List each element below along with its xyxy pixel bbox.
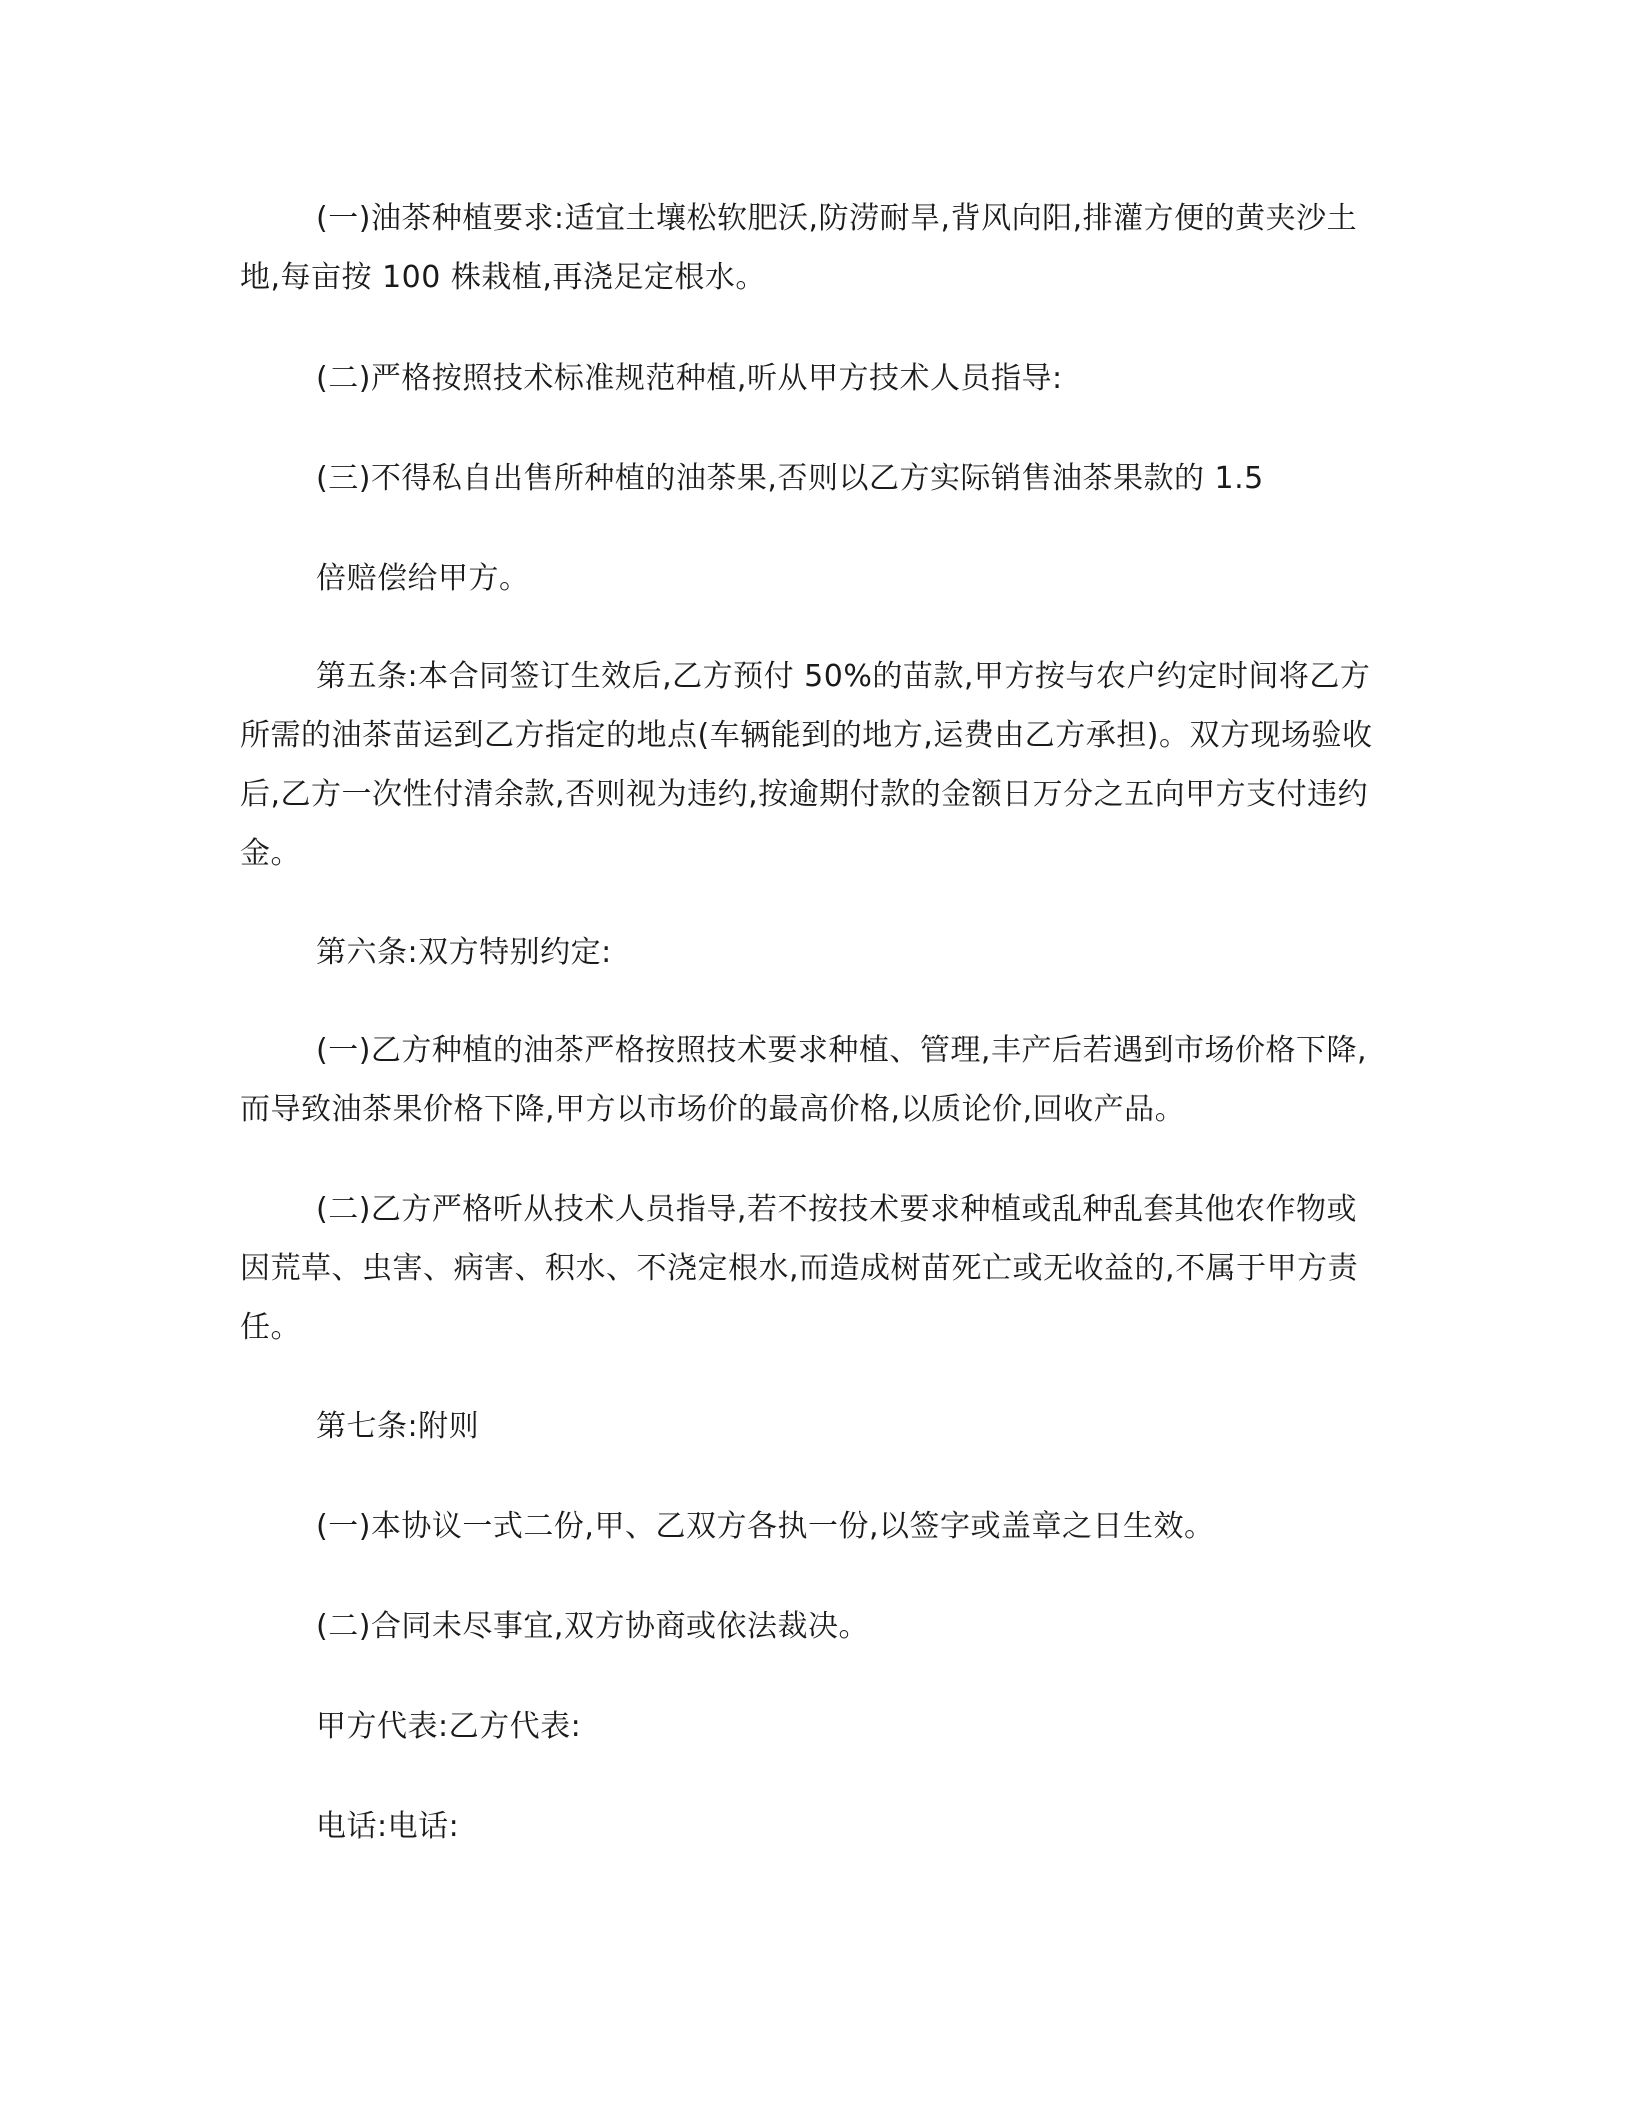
paragraph-planting-requirements: (一)油茶种植要求:适宜土壤松软肥沃,防涝耐旱,背风向阳,排灌方便的黄夹沙土地,每亩按 100 株栽植,再浇足定根水。 <box>240 201 1358 295</box>
paragraph-compensation: 倍赔偿给甲方。 <box>316 561 530 596</box>
paragraph-article-7-item-2: (二)合同未尽事宜,双方协商或依法裁决。 <box>316 1609 869 1644</box>
paragraph-article-6-heading: 第六条:双方特别约定: <box>316 935 612 970</box>
paragraph-article-7-heading: 第七条:附则 <box>316 1409 480 1444</box>
paragraph-no-private-sale: (三)不得私自出售所种植的油茶果,否则以乙方实际销售油茶果款的 1.5 <box>316 461 1264 496</box>
paragraph-article-6-item-2: (二)乙方严格听从技术人员指导,若不按技术要求种植或乱种乱套其他农作物或因荒草、虫害、病害、积水、不浇定根水,而造成树苗死亡或无收益的,不属于甲方责任。 <box>240 1192 1359 1345</box>
paragraph-article-5: 第五条:本合同签订生效后,乙方预付 50%的苗款,甲方按与农户约定时间将乙方所需的油茶苗运到乙方指定的地点(车辆能到的地方,运费由乙方承担)。双方现场验收后,乙方一次性付清余款,否则视为违约,按逾期付款的金额日万分之五向甲方支付违约金。 <box>240 659 1373 871</box>
party-representatives: 甲方代表:乙方代表: <box>316 1709 582 1744</box>
paragraph-article-6-item-1: (一)乙方种植的油茶严格按照技术要求种植、管理,丰产后若遇到市场价格下降,而导致油茶果价格下降,甲方以市场价的最高价格,以质论价,回收产品。 <box>240 1033 1367 1127</box>
paragraph-technical-standards: (二)严格按照技术标准规范种植,听从甲方技术人员指导: <box>316 361 1063 396</box>
party-phones: 电话:电话: <box>316 1809 460 1844</box>
paragraph-article-7-item-1: (一)本协议一式二份,甲、乙双方各执一份,以签字或盖章之日生效。 <box>316 1509 1215 1544</box>
